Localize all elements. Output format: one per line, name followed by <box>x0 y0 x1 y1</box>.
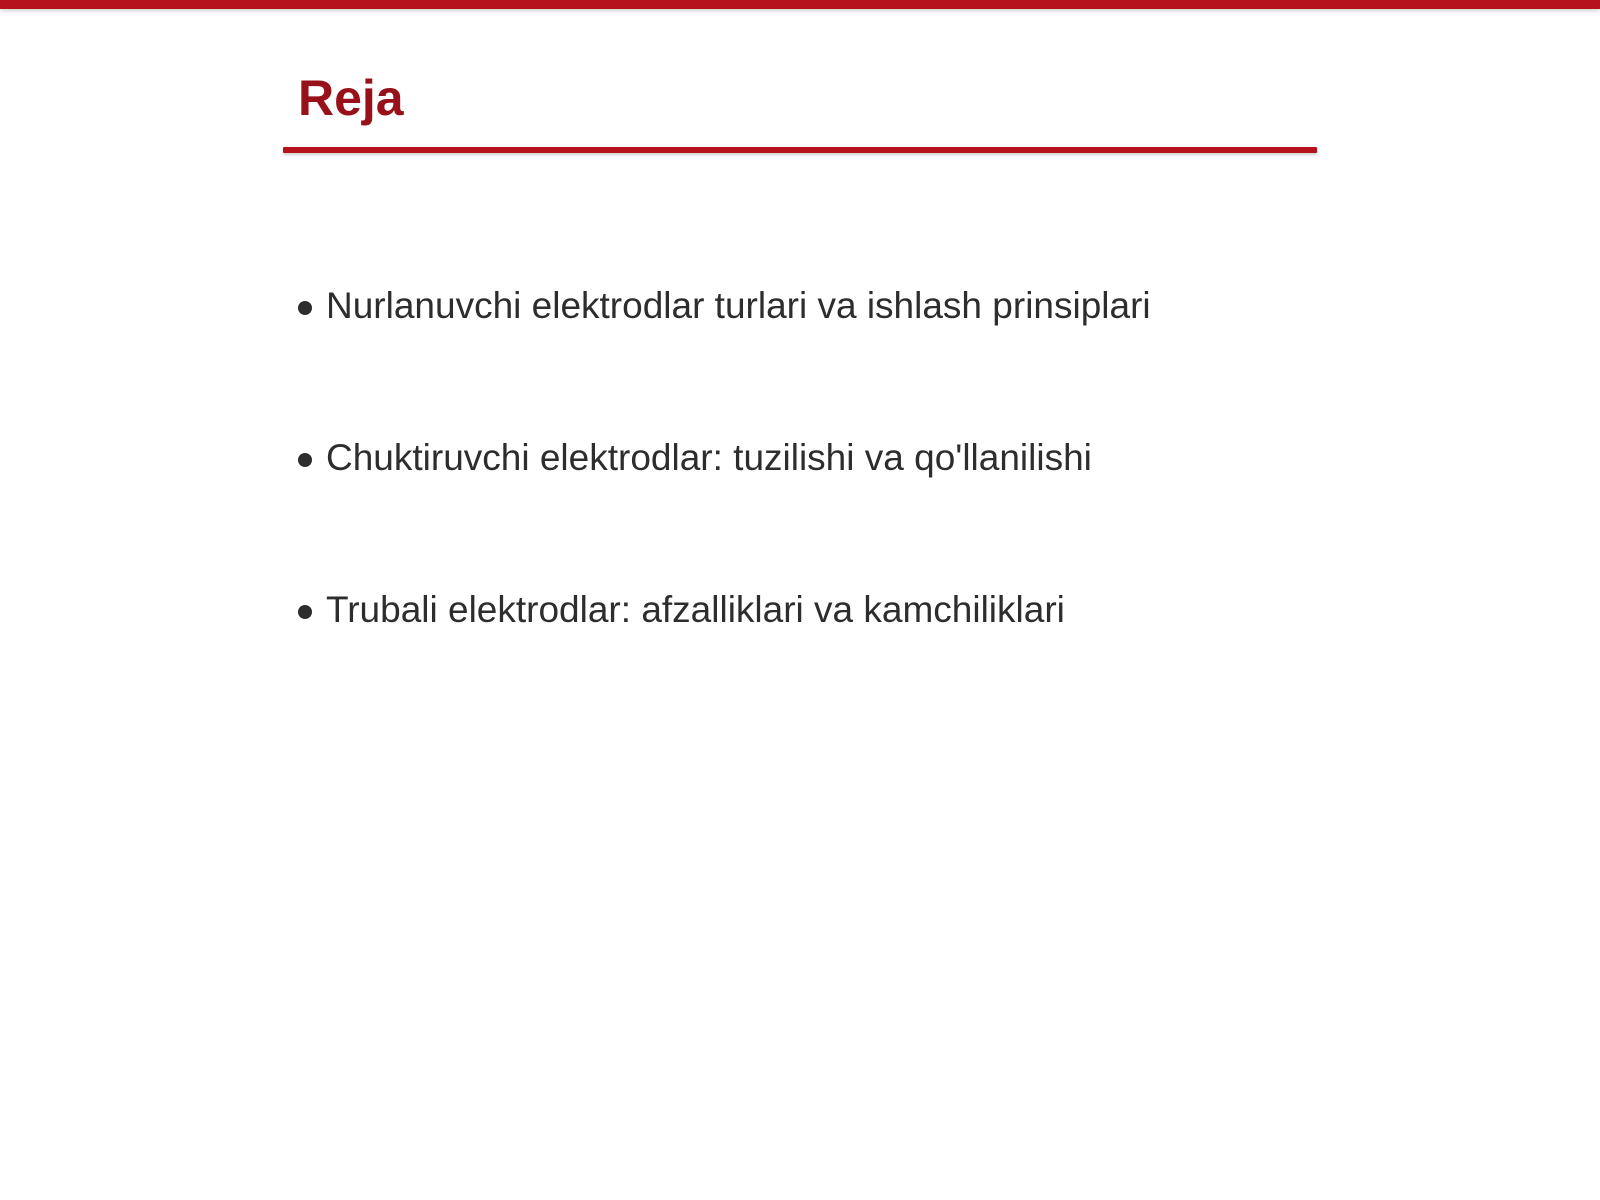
bullet-text: Trubali elektrodlar: afzalliklari va kamchiliklari <box>326 589 1065 630</box>
bullet-dot-icon <box>298 605 312 619</box>
bullet-text: Chuktiruvchi elektrodlar: tuzilishi va qo'llanilishi <box>326 437 1092 478</box>
slide-title: Reja <box>298 70 404 126</box>
bullet-dot-icon <box>298 301 312 315</box>
bullet-item <box>298 432 1151 484</box>
bullet-text: Nurlanuvchi elektrodlar turlari va ishlash prinsiplari <box>326 285 1151 326</box>
title-underline <box>283 147 1317 153</box>
bullet-item <box>298 584 1151 636</box>
bullet-dot-icon <box>298 453 312 467</box>
bullet-list <box>298 280 1151 736</box>
bullet-item <box>298 280 1151 332</box>
